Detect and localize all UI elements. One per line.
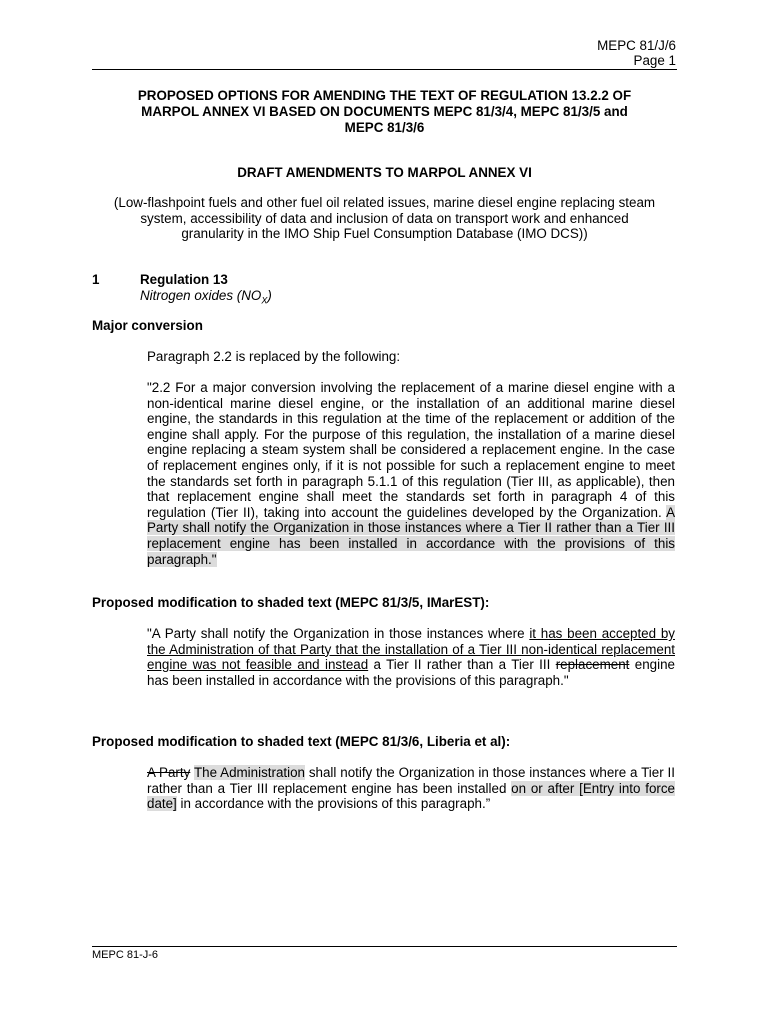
title-line-2: MARPOL ANNEX VI BASED ON DOCUMENTS MEPC 81/3/4, MEPC 81/3/5 and xyxy=(141,104,628,119)
modification-heading-liberia: Proposed modification to shaded text (MEPC 81/3/6, Liberia et al): xyxy=(92,734,511,749)
shaded-text: The Administration xyxy=(193,765,305,780)
regulation-subtitle-subscript: X xyxy=(261,295,268,306)
shaded-text: A Party shall notify the Organization in those instances where a Tier II rather than a Tier III replacement engine has been installed in accordance with the provisions of this paragraph." xyxy=(147,504,675,567)
regulation-title: Regulation 13 xyxy=(140,272,228,287)
modification-heading-imarest: Proposed modification to shaded text (MEPC 81/3/5, IMarEST): xyxy=(92,595,490,610)
footer-divider xyxy=(92,946,677,947)
paragraph-body: "2.2 For a major conversion involving the replacement of a marine diesel engine with a non-identical marine diesel engine, or the installation of an additional marine diesel engine, the standards in this regulation at the time of the replacement or addition of the engine shall apply. For the purpose of this regulation, the installation of a marine diesel engine replacing a steam system shall be considered a replacement engine. In the case of replacement engines only, if it is not possible for such a replacement engine to meet the standards set forth in paragraph 5.1.1 of this regulation (Tier III, as applicable), then that replacement engine shall meet the standards set forth in paragraph 4 of this regulation (Tier II), taking into account the guidelines developed by the Organization. xyxy=(147,380,675,520)
page-header xyxy=(597,38,676,68)
mod1-text-2: a Tier II rather than a Tier III xyxy=(368,657,556,673)
regulation-subtitle-end: ) xyxy=(267,288,272,303)
mod1-text-3: engine has been installed in accordance with the provisions of this paragraph." xyxy=(147,657,675,688)
page-number: Page 1 xyxy=(633,53,676,68)
inserted-text: it has been accepted by the Administration of that Party that the installation of a Tier III non-identical replacement engine was not feasible and instead xyxy=(147,626,675,673)
title-line-3: MEPC 81/3/6 xyxy=(344,120,425,135)
description-line-2: system, accessibility of data and inclusion of data on transport work and enhanced xyxy=(140,210,629,226)
document-title xyxy=(92,88,677,136)
mod1-text-1: "A Party shall notify the Organization in those instances where xyxy=(147,626,530,641)
mod2-text-2: in accordance with the provisions of this paragraph.” xyxy=(176,796,491,812)
modification-paragraph-imarest xyxy=(147,626,675,688)
description-line-1: (Low-flashpoint fuels and other fuel oil related issues, marine diesel engine replacing steam xyxy=(113,195,656,210)
mod2-text-1: shall notify the Organization in those instances where a Tier II rather than a Tier III replacement engine has been installed xyxy=(147,765,675,796)
title-line-1: PROPOSED OPTIONS FOR AMENDING THE TEXT OF REGULATION 13.2.2 OF xyxy=(137,88,632,103)
section-number: 1 xyxy=(92,272,100,287)
regulation-paragraph xyxy=(147,380,675,567)
regulation-subtitle-text: Nitrogen oxides (NO xyxy=(140,288,262,303)
major-conversion-heading: Major conversion xyxy=(92,318,203,333)
modification-paragraph-liberia xyxy=(147,765,675,812)
deleted-text: A Party xyxy=(147,765,191,780)
header-divider xyxy=(92,69,677,70)
shaded-text: on or after [Entry into force date] xyxy=(147,780,675,812)
regulation-subtitle xyxy=(140,288,272,306)
footer-code: MEPC 81-J-6 xyxy=(92,949,159,961)
document-reference: MEPC 81/J/6 xyxy=(597,38,676,53)
description-line-3: granularity in the IMO Ship Fuel Consumption Database (IMO DCS)) xyxy=(181,226,588,241)
deleted-text: replacement xyxy=(555,657,630,673)
document-subtitle: DRAFT AMENDMENTS TO MARPOL ANNEX VI xyxy=(237,165,532,180)
subtitle-description xyxy=(92,195,677,242)
replacement-intro: Paragraph 2.2 is replaced by the following: xyxy=(147,349,401,364)
